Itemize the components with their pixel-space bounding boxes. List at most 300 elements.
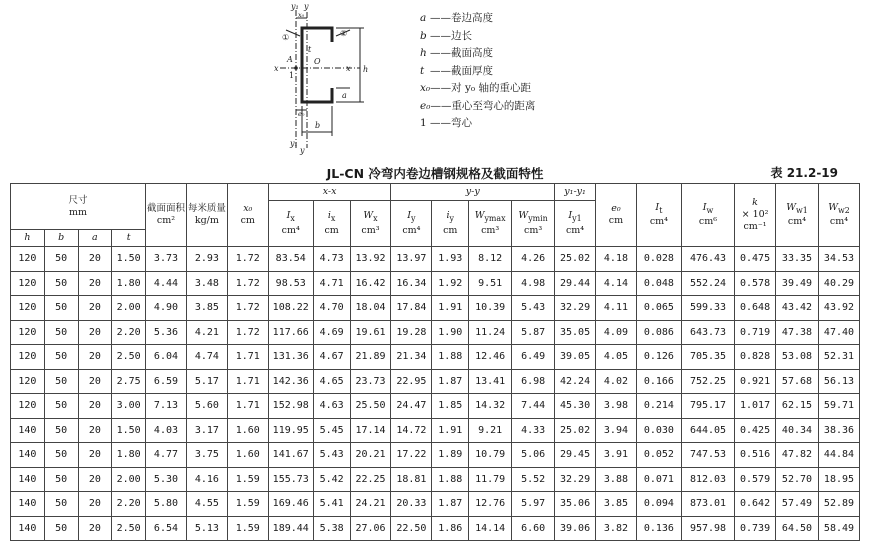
table-cell: 50 bbox=[44, 516, 78, 541]
label-x-right: x bbox=[346, 64, 351, 73]
table-cell: 795.17 bbox=[681, 394, 734, 419]
table-cell: 552.24 bbox=[681, 271, 734, 296]
header-Ww1: $W_{w1}$ cm⁴ bbox=[776, 184, 819, 247]
table-cell: 10.39 bbox=[469, 296, 512, 321]
table-cell: 1.59 bbox=[227, 516, 268, 541]
table-cell: 6.60 bbox=[512, 516, 555, 541]
header-mass: 每米质量 kg/m bbox=[186, 184, 227, 247]
legend-item bbox=[420, 115, 535, 133]
table-cell: 32.29 bbox=[555, 467, 596, 492]
table-cell: 13.41 bbox=[469, 369, 512, 394]
table-cell: 4.67 bbox=[313, 345, 350, 370]
table-cell: 50 bbox=[44, 443, 78, 468]
table-cell: 2.20 bbox=[112, 492, 146, 517]
table-cell: 3.85 bbox=[186, 296, 227, 321]
table-cell: 141.67 bbox=[268, 443, 313, 468]
table-cell: 50 bbox=[44, 345, 78, 370]
table-cell: 1.71 bbox=[227, 394, 268, 419]
table-cell: 108.22 bbox=[268, 296, 313, 321]
table-cell: 4.18 bbox=[596, 247, 637, 272]
table-body bbox=[11, 247, 860, 541]
header-It: $I_t$ cm⁴ bbox=[636, 184, 681, 247]
label-y-top: y bbox=[304, 2, 309, 11]
table-cell: 0.094 bbox=[636, 492, 681, 517]
table-cell: 29.45 bbox=[555, 443, 596, 468]
legend-symbol: a bbox=[420, 12, 427, 24]
table-row bbox=[11, 394, 860, 419]
table-cell: 17.84 bbox=[391, 296, 432, 321]
legend-description: ——卷边高度 bbox=[430, 12, 493, 24]
table-cell: 20 bbox=[78, 467, 112, 492]
label-y1-top: y₁ bbox=[291, 2, 299, 11]
table-cell: 4.11 bbox=[596, 296, 637, 321]
table-cell: 21.89 bbox=[350, 345, 391, 370]
table-cell: 5.36 bbox=[146, 320, 187, 345]
table-cell: 476.43 bbox=[681, 247, 734, 272]
table-cell: 0.126 bbox=[636, 345, 681, 370]
table-cell: 957.98 bbox=[681, 516, 734, 541]
legend-description: ——边长 bbox=[430, 29, 472, 42]
table-cell: 14.14 bbox=[469, 516, 512, 541]
table-cell: 643.73 bbox=[681, 320, 734, 345]
table-cell: 39.05 bbox=[555, 345, 596, 370]
table-cell: 0.214 bbox=[636, 394, 681, 419]
table-cell: 20.33 bbox=[391, 492, 432, 517]
table-row bbox=[11, 516, 860, 541]
table-row bbox=[11, 345, 860, 370]
table-cell: 0.475 bbox=[735, 247, 776, 272]
table-cell: 140 bbox=[11, 443, 45, 468]
header-group-yy: y-y bbox=[391, 184, 555, 201]
label-O: O bbox=[314, 57, 321, 66]
table-cell: 5.17 bbox=[186, 369, 227, 394]
table-cell: 4.16 bbox=[186, 467, 227, 492]
table-cell: 29.44 bbox=[555, 271, 596, 296]
table-cell: 20 bbox=[78, 320, 112, 345]
legend-item bbox=[420, 45, 535, 63]
table-cell: 120 bbox=[11, 320, 45, 345]
table-cell: 34.53 bbox=[818, 247, 859, 272]
table-cell: 5.43 bbox=[512, 296, 555, 321]
table-cell: 5.30 bbox=[146, 467, 187, 492]
table-cell: 50 bbox=[44, 394, 78, 419]
table-cell: 50 bbox=[44, 271, 78, 296]
legend-item bbox=[420, 80, 535, 98]
table-cell: 140 bbox=[11, 516, 45, 541]
table-cell: 47.82 bbox=[776, 443, 819, 468]
table-cell: 27.06 bbox=[350, 516, 391, 541]
table-cell: 705.35 bbox=[681, 345, 734, 370]
table-cell: 5.87 bbox=[512, 320, 555, 345]
table-cell: 5.38 bbox=[313, 516, 350, 541]
table-cell: 0.166 bbox=[636, 369, 681, 394]
table-cell: 189.44 bbox=[268, 516, 313, 541]
header-Ix: $I_x$ cm⁴ bbox=[268, 201, 313, 247]
table-cell: 3.88 bbox=[596, 467, 637, 492]
header-Wymax: $W_{ymax}$ cm³ bbox=[469, 201, 512, 247]
header-Iy1: $I_{y1}$ cm⁴ bbox=[555, 201, 596, 247]
table-cell: 45.30 bbox=[555, 394, 596, 419]
table-row bbox=[11, 467, 860, 492]
table-cell: 47.40 bbox=[818, 320, 859, 345]
table-cell: 5.41 bbox=[313, 492, 350, 517]
table-cell: 24.47 bbox=[391, 394, 432, 419]
table-cell: 120 bbox=[11, 369, 45, 394]
table-cell: 23.73 bbox=[350, 369, 391, 394]
label-t: t bbox=[308, 45, 312, 54]
table-cell: 83.54 bbox=[268, 247, 313, 272]
table-row bbox=[11, 418, 860, 443]
table-cell: 0.579 bbox=[735, 467, 776, 492]
legend-description: ——重心至弯心的距离 bbox=[430, 99, 536, 112]
table-cell: 43.92 bbox=[818, 296, 859, 321]
table-cell: 1.59 bbox=[227, 492, 268, 517]
table-cell: 0.828 bbox=[735, 345, 776, 370]
legend-symbol: x₀ bbox=[420, 82, 431, 94]
table-cell: 140 bbox=[11, 418, 45, 443]
table-cell: 120 bbox=[11, 296, 45, 321]
table-cell: 3.85 bbox=[596, 492, 637, 517]
table-cell: 0.065 bbox=[636, 296, 681, 321]
table-cell: 18.95 bbox=[818, 467, 859, 492]
table-cell: 1.80 bbox=[112, 443, 146, 468]
legend-description: ——对 y₀ 轴的重心距 bbox=[430, 82, 531, 94]
label-e0: e₀ bbox=[298, 110, 305, 118]
channel-section-diagram bbox=[270, 0, 380, 155]
section-properties-table bbox=[10, 183, 860, 541]
label-circle-1: ① bbox=[282, 33, 290, 42]
table-cell: 747.53 bbox=[681, 443, 734, 468]
table-cell: 117.66 bbox=[268, 320, 313, 345]
table-cell: 4.65 bbox=[313, 369, 350, 394]
table-cell: 57.49 bbox=[776, 492, 819, 517]
legend-description: ——截面高度 bbox=[430, 47, 493, 59]
label-a: a bbox=[342, 91, 347, 100]
legend-description: ——弯心 bbox=[430, 117, 472, 129]
table-cell: 1.87 bbox=[432, 369, 469, 394]
header-h: h bbox=[11, 230, 45, 247]
table-cell: 40.29 bbox=[818, 271, 859, 296]
table-cell: 4.14 bbox=[596, 271, 637, 296]
table-cell: 1.017 bbox=[735, 394, 776, 419]
table-cell: 20 bbox=[78, 418, 112, 443]
table-cell: 6.59 bbox=[146, 369, 187, 394]
legend-item bbox=[420, 98, 535, 116]
legend-symbol: e₀ bbox=[420, 99, 431, 112]
table-cell: 1.80 bbox=[112, 271, 146, 296]
label-x-left: x bbox=[274, 64, 279, 73]
table-cell: 4.63 bbox=[313, 394, 350, 419]
table-cell: 752.25 bbox=[681, 369, 734, 394]
table-cell: 2.50 bbox=[112, 516, 146, 541]
table-cell: 4.71 bbox=[313, 271, 350, 296]
table-cell: 3.75 bbox=[186, 443, 227, 468]
table-cell: 0.719 bbox=[735, 320, 776, 345]
table-cell: 0.071 bbox=[636, 467, 681, 492]
label-x0: x₀ bbox=[298, 11, 305, 19]
table-cell: 1.72 bbox=[227, 247, 268, 272]
table-cell: 11.79 bbox=[469, 467, 512, 492]
table-row bbox=[11, 271, 860, 296]
table-cell: 1.50 bbox=[112, 418, 146, 443]
table-cell: 35.06 bbox=[555, 492, 596, 517]
table-cell: 0.516 bbox=[735, 443, 776, 468]
legend-symbol: b bbox=[420, 29, 427, 42]
table-cell: 2.00 bbox=[112, 467, 146, 492]
table-cell: 33.35 bbox=[776, 247, 819, 272]
table-cell: 20 bbox=[78, 443, 112, 468]
table-cell: 120 bbox=[11, 247, 45, 272]
table-cell: 19.28 bbox=[391, 320, 432, 345]
table-cell: 2.20 bbox=[112, 320, 146, 345]
table-cell: 3.91 bbox=[596, 443, 637, 468]
table-cell: 4.77 bbox=[146, 443, 187, 468]
table-cell: 20 bbox=[78, 296, 112, 321]
table-cell: 140 bbox=[11, 492, 45, 517]
table-cell: 20.21 bbox=[350, 443, 391, 468]
table-cell: 1.72 bbox=[227, 320, 268, 345]
table-cell: 44.84 bbox=[818, 443, 859, 468]
table-cell: 5.42 bbox=[313, 467, 350, 492]
table-cell: 7.44 bbox=[512, 394, 555, 419]
table-cell: 5.43 bbox=[313, 443, 350, 468]
table-cell: 4.69 bbox=[313, 320, 350, 345]
table-cell: 5.52 bbox=[512, 467, 555, 492]
table-cell: 50 bbox=[44, 492, 78, 517]
table-cell: 4.05 bbox=[596, 345, 637, 370]
table-cell: 155.73 bbox=[268, 467, 313, 492]
table-cell: 52.89 bbox=[818, 492, 859, 517]
table-cell: 644.05 bbox=[681, 418, 734, 443]
table-cell: 5.80 bbox=[146, 492, 187, 517]
legend-symbol: t bbox=[420, 64, 425, 77]
table-cell: 10.79 bbox=[469, 443, 512, 468]
table-cell: 12.76 bbox=[469, 492, 512, 517]
header-group-xx: x-x bbox=[268, 184, 391, 201]
table-cell: 5.60 bbox=[186, 394, 227, 419]
table-cell: 47.38 bbox=[776, 320, 819, 345]
table-cell: 50 bbox=[44, 320, 78, 345]
table-cell: 1.87 bbox=[432, 492, 469, 517]
table-cell: 2.00 bbox=[112, 296, 146, 321]
table-cell: 1.72 bbox=[227, 296, 268, 321]
table-cell: 1.89 bbox=[432, 443, 469, 468]
table-cell: 1.91 bbox=[432, 296, 469, 321]
table-cell: 24.21 bbox=[350, 492, 391, 517]
table-number: 表 21.2-19 bbox=[770, 166, 838, 180]
table-row bbox=[11, 369, 860, 394]
table-cell: 140 bbox=[11, 467, 45, 492]
table-cell: 25.50 bbox=[350, 394, 391, 419]
header-t: t bbox=[112, 230, 146, 247]
table-cell: 20 bbox=[78, 271, 112, 296]
table-cell: 7.13 bbox=[146, 394, 187, 419]
table-cell: 0.425 bbox=[735, 418, 776, 443]
table-cell: 0.052 bbox=[636, 443, 681, 468]
table-cell: 40.34 bbox=[776, 418, 819, 443]
table-cell: 1.88 bbox=[432, 345, 469, 370]
table-cell: 599.33 bbox=[681, 296, 734, 321]
table-cell: 52.31 bbox=[818, 345, 859, 370]
header-b: b bbox=[44, 230, 78, 247]
table-cell: 120 bbox=[11, 345, 45, 370]
table-cell: 22.95 bbox=[391, 369, 432, 394]
table-cell: 152.98 bbox=[268, 394, 313, 419]
table-cell: 98.53 bbox=[268, 271, 313, 296]
table-cell: 4.44 bbox=[146, 271, 187, 296]
table-cell: 3.73 bbox=[146, 247, 187, 272]
table-cell: 11.24 bbox=[469, 320, 512, 345]
label-one: 1 bbox=[289, 71, 295, 80]
table-cell: 9.51 bbox=[469, 271, 512, 296]
header-k: k × 10² cm⁻¹ bbox=[735, 184, 776, 247]
table-cell: 6.98 bbox=[512, 369, 555, 394]
table-cell: 13.92 bbox=[350, 247, 391, 272]
table-cell: 3.94 bbox=[596, 418, 637, 443]
table-cell: 4.98 bbox=[512, 271, 555, 296]
table-cell: 35.05 bbox=[555, 320, 596, 345]
table-cell: 42.24 bbox=[555, 369, 596, 394]
table-cell: 120 bbox=[11, 394, 45, 419]
table-cell: 0.086 bbox=[636, 320, 681, 345]
table-title: JL-CN 冷弯内卷边槽钢规格及截面特性 bbox=[326, 166, 544, 181]
table-cell: 1.91 bbox=[432, 418, 469, 443]
table-cell: 3.17 bbox=[186, 418, 227, 443]
header-ix: $i_x$ cm bbox=[313, 201, 350, 247]
table-cell: 4.33 bbox=[512, 418, 555, 443]
table-cell: 19.61 bbox=[350, 320, 391, 345]
table-cell: 0.030 bbox=[636, 418, 681, 443]
header-Wymin: $W_{ymin}$ cm³ bbox=[512, 201, 555, 247]
table-cell: 50 bbox=[44, 296, 78, 321]
table-cell: 2.75 bbox=[112, 369, 146, 394]
table-cell: 5.97 bbox=[512, 492, 555, 517]
table-row bbox=[11, 296, 860, 321]
table-cell: 53.08 bbox=[776, 345, 819, 370]
header-dims: 尺寸 mm bbox=[11, 184, 146, 230]
table-caption bbox=[0, 162, 870, 182]
table-cell: 119.95 bbox=[268, 418, 313, 443]
table-cell: 1.90 bbox=[432, 320, 469, 345]
label-y1-bottom: y₁ bbox=[290, 139, 298, 148]
table-cell: 1.71 bbox=[227, 369, 268, 394]
header-x0: x₀ cm bbox=[227, 184, 268, 247]
table-cell: 4.03 bbox=[146, 418, 187, 443]
table-cell: 0.739 bbox=[735, 516, 776, 541]
table-cell: 4.90 bbox=[146, 296, 187, 321]
table-cell: 3.00 bbox=[112, 394, 146, 419]
table-cell: 16.34 bbox=[391, 271, 432, 296]
table-cell: 4.74 bbox=[186, 345, 227, 370]
table-cell: 6.04 bbox=[146, 345, 187, 370]
table-cell: 13.97 bbox=[391, 247, 432, 272]
table-cell: 20 bbox=[78, 394, 112, 419]
table-cell: 1.92 bbox=[432, 271, 469, 296]
table-cell: 58.49 bbox=[818, 516, 859, 541]
table-cell: 64.50 bbox=[776, 516, 819, 541]
table-cell: 1.60 bbox=[227, 418, 268, 443]
table-cell: 3.48 bbox=[186, 271, 227, 296]
table-cell: 20 bbox=[78, 492, 112, 517]
table-cell: 1.59 bbox=[227, 467, 268, 492]
table-cell: 1.86 bbox=[432, 516, 469, 541]
table-cell: 0.642 bbox=[735, 492, 776, 517]
table-cell: 50 bbox=[44, 418, 78, 443]
table-cell: 20 bbox=[78, 369, 112, 394]
table-cell: 43.42 bbox=[776, 296, 819, 321]
table-cell: 812.03 bbox=[681, 467, 734, 492]
legend-symbol: 1 bbox=[420, 117, 427, 129]
table-cell: 6.49 bbox=[512, 345, 555, 370]
symbol-legend bbox=[420, 10, 535, 133]
table-cell: 1.71 bbox=[227, 345, 268, 370]
table-cell: 16.42 bbox=[350, 271, 391, 296]
table-cell: 4.55 bbox=[186, 492, 227, 517]
header-iy: $i_y$ cm bbox=[432, 201, 469, 247]
table-cell: 4.09 bbox=[596, 320, 637, 345]
table-cell: 0.578 bbox=[735, 271, 776, 296]
table-cell: 4.21 bbox=[186, 320, 227, 345]
legend-description: ——截面厚度 bbox=[430, 64, 493, 77]
table-cell: 142.36 bbox=[268, 369, 313, 394]
table-cell: 5.06 bbox=[512, 443, 555, 468]
table-cell: 62.15 bbox=[776, 394, 819, 419]
legend-symbol: h bbox=[420, 47, 427, 59]
table-cell: 50 bbox=[44, 369, 78, 394]
header-Ww2: $W_{w2}$ cm⁴ bbox=[818, 184, 859, 247]
table-cell: 22.25 bbox=[350, 467, 391, 492]
header-area: 截面面积 cm² bbox=[146, 184, 187, 247]
table-cell: 169.46 bbox=[268, 492, 313, 517]
header-Wx: $W_x$ cm³ bbox=[350, 201, 391, 247]
table-cell: 0.048 bbox=[636, 271, 681, 296]
table-cell: 4.70 bbox=[313, 296, 350, 321]
table-cell: 14.72 bbox=[391, 418, 432, 443]
table-cell: 20 bbox=[78, 247, 112, 272]
table-cell: 4.02 bbox=[596, 369, 637, 394]
table-cell: 1.50 bbox=[112, 247, 146, 272]
table-cell: 18.81 bbox=[391, 467, 432, 492]
table-cell: 25.02 bbox=[555, 247, 596, 272]
table-cell: 20 bbox=[78, 345, 112, 370]
table-cell: 1.60 bbox=[227, 443, 268, 468]
table-cell: 32.29 bbox=[555, 296, 596, 321]
legend-item bbox=[420, 10, 535, 28]
table-cell: 56.13 bbox=[818, 369, 859, 394]
table-row bbox=[11, 492, 860, 517]
table-cell: 39.49 bbox=[776, 271, 819, 296]
table-cell: 0.028 bbox=[636, 247, 681, 272]
table-cell: 18.04 bbox=[350, 296, 391, 321]
table-row bbox=[11, 443, 860, 468]
table-cell: 59.71 bbox=[818, 394, 859, 419]
table-cell: 873.01 bbox=[681, 492, 734, 517]
header-Iy: $I_y$ cm⁴ bbox=[391, 201, 432, 247]
label-A: A bbox=[287, 55, 293, 64]
table-cell: 3.82 bbox=[596, 516, 637, 541]
table-cell: 5.13 bbox=[186, 516, 227, 541]
label-circle-2: ② bbox=[340, 29, 348, 38]
table-cell: 17.22 bbox=[391, 443, 432, 468]
table-cell: 120 bbox=[11, 271, 45, 296]
table-row bbox=[11, 320, 860, 345]
table-cell: 3.98 bbox=[596, 394, 637, 419]
header-e0: e₀ cm bbox=[596, 184, 637, 247]
table-cell: 9.21 bbox=[469, 418, 512, 443]
legend-item bbox=[420, 63, 535, 81]
table-cell: 0.136 bbox=[636, 516, 681, 541]
table-cell: 1.72 bbox=[227, 271, 268, 296]
